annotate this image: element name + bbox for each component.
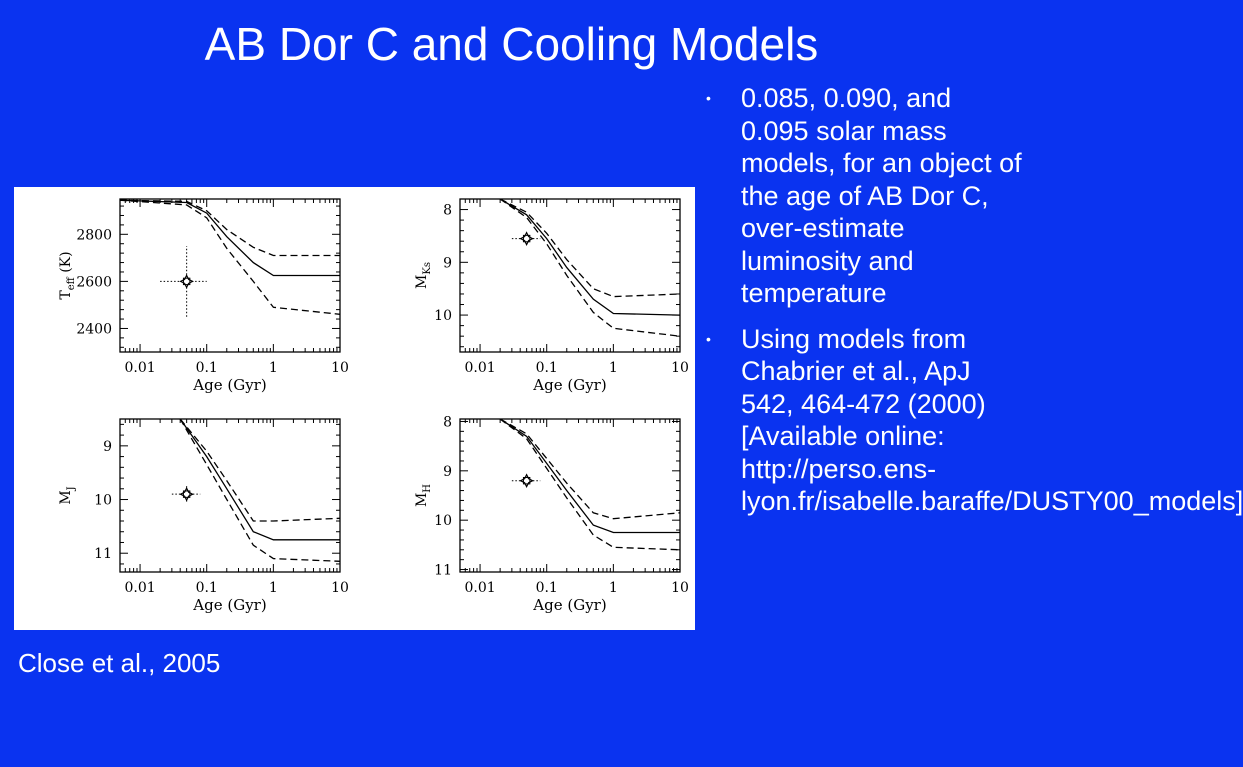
x-tick-label: 0.1 — [535, 580, 558, 596]
bullet-text: Using models from Chabrier et al., ApJ 542, 464-472 (2000) [Available online: http://perso.ens-lyon.fr/isabelle.baraffe/DUSTY00_models] — [741, 323, 1243, 516]
bullet-item — [706, 323, 1243, 518]
y-tick-label: 10 — [434, 308, 452, 325]
plot-frame — [120, 419, 340, 572]
star-marker-icon — [181, 488, 193, 500]
x-axis-label: Age (Gyr) — [193, 376, 267, 394]
model-curve-solid — [500, 199, 680, 315]
y-tick-label: 11 — [94, 546, 112, 563]
bullet-dot-icon: • — [706, 90, 711, 106]
model-curve-solid — [180, 419, 340, 540]
model-curve-dashed — [500, 419, 680, 519]
star-marker-icon — [521, 233, 533, 245]
slide-title: AB Dor C and Cooling Models — [204, 18, 819, 70]
x-axis-label: Age (Gyr) — [533, 376, 607, 394]
model-curve-solid — [120, 200, 340, 275]
y-tick-label: 2600 — [76, 274, 112, 291]
y-tick-label: 10 — [94, 492, 112, 509]
y-axis-label: $M_H$ — [414, 483, 433, 508]
x-tick-label: 1 — [268, 360, 278, 376]
x-tick-label: 0.01 — [124, 360, 156, 376]
x-tick-label: 10 — [671, 360, 689, 376]
x-tick-label: 1 — [608, 580, 618, 596]
x-axis-label: Age (Gyr) — [533, 596, 607, 614]
x-tick-label: 1 — [608, 360, 618, 376]
y-tick-label: 9 — [443, 255, 452, 272]
chart-panel-2 — [414, 199, 689, 394]
x-tick-label: 0.1 — [195, 360, 218, 376]
y-tick-label: 11 — [434, 562, 452, 579]
x-axis-label: Age (Gyr) — [193, 596, 267, 614]
x-tick-label: 10 — [331, 580, 349, 596]
y-tick-label: 9 — [103, 438, 112, 455]
figure-caption: Close et al., 2005 — [18, 648, 221, 678]
y-axis-label: $T_{eff}$ (K) — [58, 251, 77, 300]
plot-frame — [460, 199, 680, 352]
chart-panel-4 — [414, 414, 689, 614]
x-tick-label: 0.01 — [464, 360, 496, 376]
chart-panel-3 — [58, 419, 349, 614]
bullet-list — [706, 82, 1243, 531]
y-tick-label: 9 — [443, 463, 452, 480]
x-tick-label: 10 — [671, 580, 689, 596]
model-curve-dashed — [120, 200, 340, 314]
x-tick-label: 10 — [331, 360, 349, 376]
y-axis-label: $M_{Ks}$ — [414, 262, 433, 289]
y-axis-label: $M_J$ — [58, 486, 77, 505]
x-tick-label: 0.01 — [124, 580, 156, 596]
y-tick-label: 10 — [434, 513, 452, 530]
star-marker-icon — [181, 275, 193, 287]
y-tick-label: 2800 — [76, 227, 112, 244]
y-tick-label: 2400 — [76, 321, 112, 338]
star-marker-icon — [521, 475, 533, 487]
x-tick-label: 0.01 — [464, 580, 496, 596]
x-tick-label: 1 — [268, 580, 278, 596]
y-tick-label: 8 — [443, 414, 452, 431]
model-curve-dashed — [500, 199, 680, 297]
model-curve-dashed — [500, 199, 680, 336]
bullet-text: 0.085, 0.090, and 0.095 solar mass models, for an object of the age of AB Dor C, over-estimate luminosity and temperature — [741, 83, 1022, 308]
bullet-dot-icon: • — [706, 330, 711, 347]
cooling-model-plots — [14, 187, 695, 630]
bullet-item — [706, 82, 1026, 310]
figure-panel — [14, 187, 695, 630]
model-curve-dashed — [180, 419, 340, 521]
chart-panel-1 — [58, 199, 349, 394]
x-tick-label: 0.1 — [195, 580, 218, 596]
x-tick-label: 0.1 — [535, 360, 558, 376]
model-curve-dashed — [120, 200, 340, 255]
y-tick-label: 8 — [443, 202, 452, 219]
